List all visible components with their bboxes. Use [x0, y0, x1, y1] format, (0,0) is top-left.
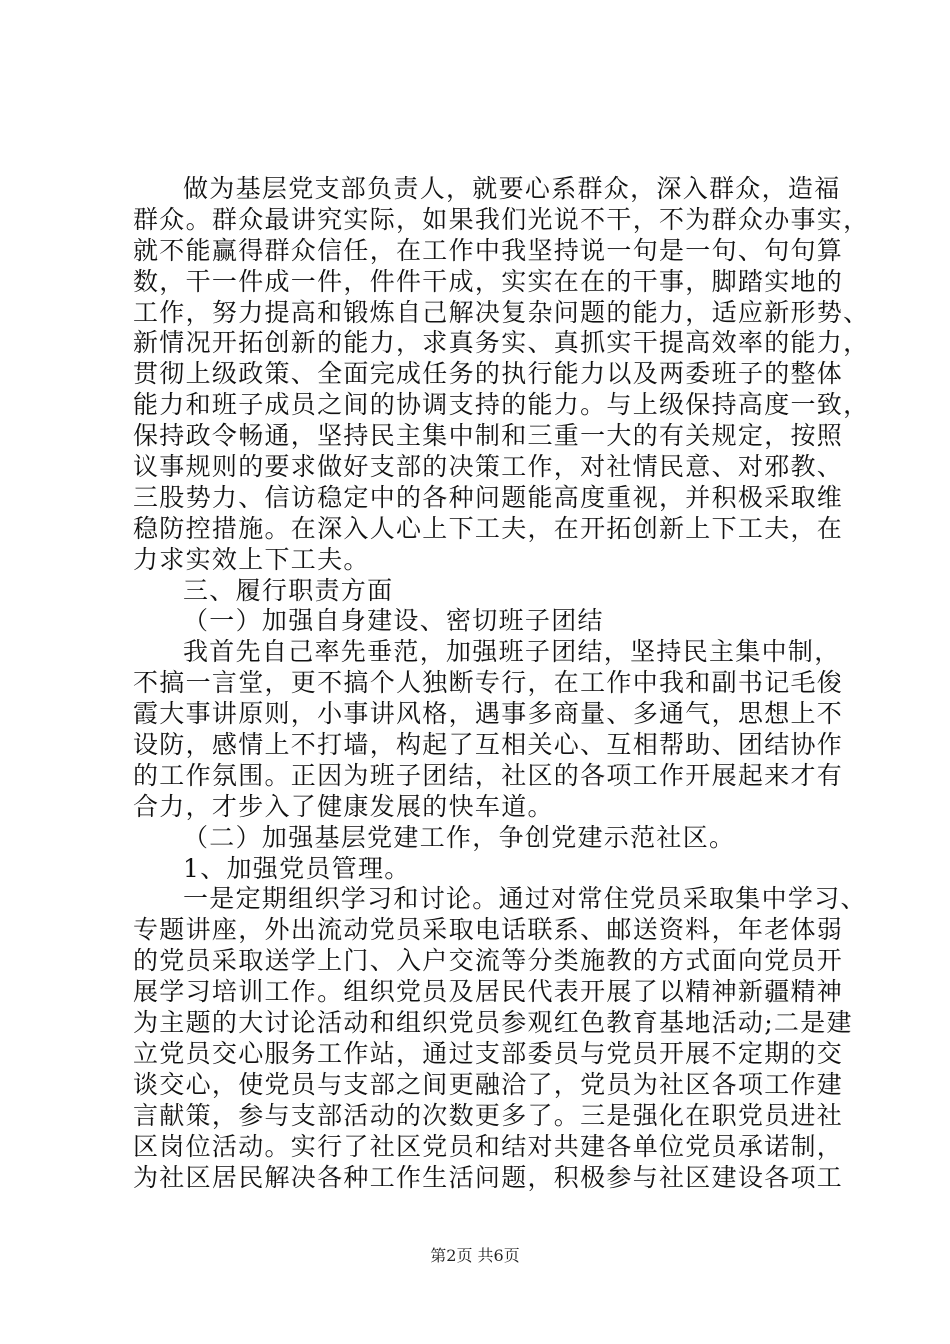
body-line: 区岗位活动。实行了社区党员和结对共建各单位党员承诺制， [133, 1131, 844, 1161]
body-line: 能力和班子成员之间的协调支持的能力。与上级保持高度一致， [133, 390, 870, 420]
body-line: 保持政令畅通，坚持民主集中制和三重一大的有关规定，按照 [133, 421, 844, 451]
body-line: 一是定期组织学习和讨论。通过对常住党员采取集中学习、 [183, 884, 867, 914]
body-line: 设防，感情上不打墙，构起了互相关心、互相帮助、团结协作 [133, 730, 844, 760]
body-line: 我首先自己率先垂范，加强班子团结，坚持民主集中制， [183, 637, 841, 667]
document-body [133, 174, 870, 1193]
body-line: 就不能赢得群众信任，在工作中我坚持说一句是一句、句句算 [133, 235, 844, 265]
body-line: 为社区居民解决各种工作生活问题，积极参与社区建设各项工 [133, 1162, 844, 1192]
body-line: 群众。群众最讲究实际，如果我们光说不干，不为群众办事实， [133, 204, 870, 234]
body-line: 新情况开拓创新的能力，求真务实、真抓实干提高效率的能力， [133, 328, 870, 358]
body-line: 谈交心，使党员与支部之间更融洽了，党员为社区各项工作建 [133, 1069, 844, 1099]
subsection-heading: （二）加强基层党建工作，争创党建示范社区。 [183, 822, 736, 852]
body-line: 合力，才步入了健康发展的快车道。 [133, 791, 554, 821]
body-line: 言献策，参与支部活动的次数更多了。三是强化在职党员进社 [133, 1100, 844, 1130]
body-line: 议事规则的要求做好支部的决策工作，对社情民意、对邪教、 [133, 452, 844, 482]
body-line: 立党员交心服务工作站，通过支部委员与党员开展不定期的交 [133, 1038, 844, 1068]
body-line: 数，干一件成一件，件件干成，实实在在的干事，脚踏实地的 [133, 266, 844, 296]
body-line: 展学习培训工作。组织党员及居民代表开展了以精神新疆精神 [133, 977, 844, 1007]
body-line: 不搞一言堂，更不搞个人独断专行，在工作中我和副书记毛俊 [133, 668, 844, 698]
body-line: 三股势力、信访稳定中的各种问题能高度重视，并积极采取维 [133, 482, 844, 512]
body-line: 做为基层党支部负责人，就要心系群众，深入群众，造福 [183, 174, 841, 203]
body-line: 力求实效上下工夫。 [133, 544, 370, 574]
section-heading: 三、履行职责方面 [183, 575, 394, 605]
body-line: 的党员采取送学上门、入户交流等分类施教的方式面向党员开 [133, 946, 844, 976]
body-line: 专题讲座，外出流动党员采取电话联系、邮送资料，年老体弱 [133, 915, 844, 945]
body-line: 贯彻上级政策、全面完成任务的执行能力以及两委班子的整体 [133, 359, 844, 389]
body-line: 霞大事讲原则，小事讲风格，遇事多商量、多通气，思想上不 [133, 699, 844, 729]
page-footer: 第2页 共6页 [430, 1246, 520, 1265]
body-line: 的工作氛围。正因为班子团结，社区的各项工作开展起来才有 [133, 760, 844, 790]
body-line: 稳防控措施。在深入人心上下工夫，在开拓创新上下工夫，在 [133, 513, 844, 543]
item-heading: 1、加强党员管理。 [183, 853, 411, 883]
body-line: 为主题的大讨论活动和组织党员参观红色教育基地活动;二是建 [133, 1008, 853, 1038]
subsection-heading: （一）加强自身建设、密切班子团结 [183, 606, 604, 636]
body-line: 工作，努力提高和锻炼自己解决复杂问题的能力，适应新形势、 [133, 297, 870, 327]
